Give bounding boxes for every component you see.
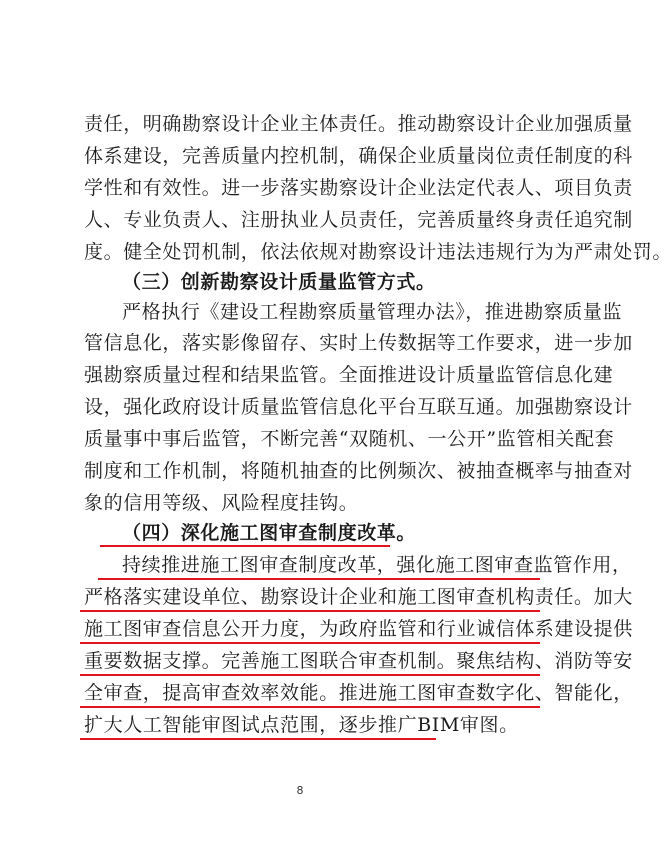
paragraph-line: 设，强化政府设计质量监管信息化平台互联互通。加强勘察设计	[84, 396, 633, 418]
section-heading-3: （三）创新勘察设计质量监管方式。	[122, 271, 436, 293]
paragraph-line: 体系建设，完善质量内控机制，确保企业质量岗位责任制度的科	[84, 145, 633, 167]
paragraph-line: 象的信用等级、风险程度挂钩。	[84, 492, 359, 514]
page-number: 8	[296, 784, 304, 797]
paragraph-line: 人、专业负责人、注册执业人员责任，完善质量终身责任追究制	[84, 209, 633, 231]
highlighted-line: 持续推进施工图审查制度改革，强化施工图审查监管作用，	[122, 554, 632, 576]
paragraph-line: 度。健全处罚机制，依法依规对勘察设计违法违规行为为严肃处罚。	[84, 241, 672, 263]
paragraph-line: 强勘察质量过程和结果监管。全面推进设计质量监管信息化建	[84, 364, 614, 386]
annotation-underline	[80, 674, 540, 676]
paragraph-line: 管信息化，落实影像留存、实时上传数据等工作要求，进一步加	[84, 332, 633, 354]
paragraph-line: 责任，明确勘察设计企业主体责任。推动勘察设计企业加强质量	[84, 113, 633, 135]
highlighted-line: 全审查，提高审查效率效能。推进施工图审查数字化、智能化，	[84, 682, 633, 704]
annotation-underline	[98, 578, 540, 580]
annotation-underline	[80, 738, 436, 740]
section-heading-4: （四）深化施工图审查制度改革。	[122, 522, 417, 544]
annotation-underline	[80, 706, 540, 708]
annotation-underline	[100, 545, 390, 547]
paragraph-line: 学性和有效性。进一步落实勘察设计企业法定代表人、项目负责	[84, 177, 633, 199]
highlighted-line: 施工图审查信息公开力度，为政府监管和行业诚信体系建设提供	[84, 618, 633, 640]
highlighted-line: 严格落实建设单位、勘察设计企业和施工图审查机构责任。加大	[84, 586, 633, 608]
paragraph-line: 质量事中事后监管，不断完善“双随机、一公开”监管相关配套	[84, 428, 615, 450]
paragraph-line: 制度和工作机制，将随机抽查的比例频次、被抽查概率与抽查对	[84, 460, 633, 482]
highlighted-line: 重要数据支撑。完善施工图联合审查机制。聚焦结构、消防等安	[84, 650, 633, 672]
paragraph-line: 严格执行《建设工程勘察质量管理办法》，推进勘察质量监	[122, 301, 623, 323]
annotation-underline	[80, 610, 540, 612]
annotation-underline	[80, 642, 540, 644]
highlighted-line: 扩大人工智能审图试点范围，逐步推广BIM审图。	[84, 714, 519, 736]
